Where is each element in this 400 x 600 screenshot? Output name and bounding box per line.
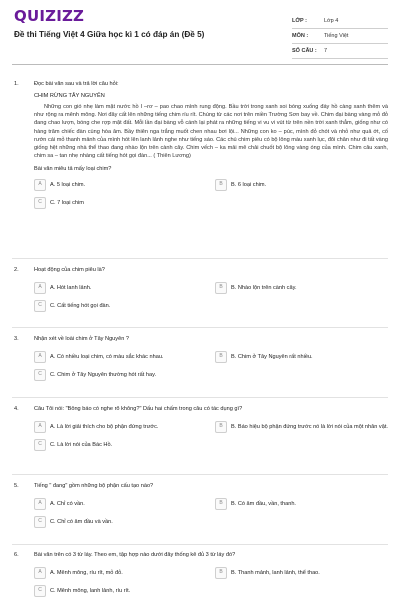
question-divider [12, 327, 388, 328]
meta-key: LỚP : [292, 18, 307, 24]
option-text: A. Hót lanh lảnh. [50, 285, 92, 292]
option-b[interactable] [215, 351, 396, 363]
meta-value: 7 [324, 48, 328, 54]
option-c[interactable] [34, 369, 215, 381]
option-letter: C [34, 439, 46, 451]
question-5 [14, 482, 388, 528]
option-text: C. Chỉ có âm đầu và vần. [50, 519, 113, 526]
meta-table [292, 14, 388, 59]
option-b[interactable] [215, 421, 396, 433]
option-text: A. Mênh mông, ríu rít, mỏ đỏ. [50, 570, 123, 577]
question-number: 2. [14, 267, 19, 273]
question-number: 3. [14, 336, 19, 342]
option-c[interactable] [34, 516, 215, 528]
option-letter: B [215, 179, 227, 191]
meta-row-count [292, 44, 388, 59]
question-number: 5. [14, 483, 19, 489]
document-title: Đề thi Tiếng Việt 4 Giữa học kì 1 có đáp án (Đề 5) [14, 30, 205, 39]
option-c[interactable] [34, 197, 215, 209]
option-a[interactable] [34, 421, 215, 433]
option-c[interactable] [34, 439, 215, 451]
options [34, 282, 388, 312]
passage-title: CHIM RỪNG TÂY NGUYÊN [34, 93, 105, 100]
question-4 [14, 405, 388, 451]
option-a[interactable] [34, 282, 215, 294]
option-text: C. 7 loại chim [50, 200, 84, 207]
option-text: C. Là lời nói của Bác Hồ. [50, 442, 113, 449]
option-b[interactable] [215, 179, 396, 191]
meta-row-subject [292, 29, 388, 44]
option-letter: C [34, 197, 46, 209]
passage-text: Những con gió nhẹ làm mặt nước hồ I –rơ – pao chao mình rung động. Bầu trời trong xanh soi bóng xuống đáy hồ càng xanh thêm và như rộng ra mênh mông. Nơi đây cất lên những tiếng chim ríu rít. Chúng từ các nơi trên miền Trường Sơn bay về. Chim đại bàng vàng mỏ đỏ đang chao lượn, bóng che rợp mặt đất. Mỗi lần đại bàng vỗ cánh lại phát ra những tiếng vi vu vi vút từ trên nền trời xanh thẳm, giống như có hàng trăm chiếc đàn cùng hòa âm. Bầy thiên nga trắng muốt chen nhau bơi lội... Những con ko – púc, mình đỏ chót và nhỏ như quả ớt, cố rướn cái mỏ thanh mảnh của mình hót lên lanh lảnh nghe như tiếng sáo. Các chú chim piêu có bộ lông màu xanh lục, đôi chân như đi tất vàng giống hệt những nhà thể thao đang nhào lộn trên cành cây. Chim vếch – ka mải mê chải chuốt bộ lông vàng óng của mình. Chim câu xanh, chim sa – tan nhẹ nhàng cất tiếng hót gọi đàn... ( Thiên Lương) [34, 104, 388, 159]
question-divider [12, 474, 388, 475]
question-3 [14, 335, 388, 381]
meta-value: Lớp 4 [324, 18, 339, 24]
question-number: 4. [14, 406, 19, 412]
option-text: C. Mênh mông, lanh lảnh, ríu rít. [50, 588, 131, 595]
option-text: A. Có nhiều loại chim, có màu sắc khác nhau. [50, 354, 164, 361]
option-text: A. 5 loại chim. [50, 182, 86, 189]
question-divider [12, 397, 388, 398]
option-letter: C [34, 300, 46, 312]
option-text: B. Báo hiệu bộ phận đứng trước nó là lời nói của một nhân vật. [231, 424, 388, 431]
option-text: B. Thanh mảnh, lanh lảnh, thể thao. [231, 570, 320, 577]
question-divider [12, 258, 388, 259]
question-stem: Tiếng " đang" gồm những bộ phận cấu tạo nào? [34, 483, 154, 489]
option-c[interactable] [34, 585, 215, 597]
option-letter: A [34, 567, 46, 579]
option-text: A. Là lời giải thích cho bộ phận đứng trước. [50, 424, 159, 431]
meta-key: SỐ CÂU : [292, 48, 317, 54]
header [0, 0, 400, 64]
option-letter: A [34, 179, 46, 191]
options [34, 567, 388, 597]
option-letter: B [215, 498, 227, 510]
option-text: A. Chỉ có vần. [50, 501, 85, 508]
option-a[interactable] [34, 351, 215, 363]
option-a[interactable] [34, 498, 215, 510]
option-letter: C [34, 585, 46, 597]
meta-key: MÔN : [292, 33, 309, 39]
option-b[interactable] [215, 498, 396, 510]
option-letter: A [34, 282, 46, 294]
meta-value: Tiếng Việt [324, 33, 349, 39]
question-stem: Đọc bài văn sau và trả lời câu hỏi: [34, 81, 119, 87]
question-number: 1. [14, 81, 19, 87]
option-text: B. Nhào lộn trên cành cây. [231, 285, 297, 292]
question-stem: Câu Tôi nói: "Bông báo có nghe rõ không?" Dấu hai chấm trong câu có tác dụng gì? [34, 406, 243, 412]
option-letter: A [34, 498, 46, 510]
option-letter: B [215, 351, 227, 363]
option-text: C. Chim ở Tây Nguyên thường hót rất hay. [50, 372, 157, 379]
option-letter: C [34, 516, 46, 528]
question-divider [12, 544, 388, 545]
question-stem: Bài văn trên có 3 từ láy. Theo em, tập hợp nào dưới đây thống kê đủ 3 từ láy đó? [34, 552, 236, 558]
option-c[interactable] [34, 300, 215, 312]
option-letter: B [215, 567, 227, 579]
header-divider [12, 64, 388, 65]
meta-row-grade [292, 14, 388, 29]
question-number: 6. [14, 552, 19, 558]
option-text: B. 6 loại chim. [231, 182, 267, 189]
option-a[interactable] [34, 179, 215, 191]
question-2 [14, 266, 388, 312]
option-text: C. Cất tiếng hót gọi đàn. [50, 303, 111, 310]
option-letter: C [34, 369, 46, 381]
option-b[interactable] [215, 282, 396, 294]
quizizz-logo: QUIZIZZ [14, 7, 85, 25]
option-text: B. Có âm đầu, vần, thanh. [231, 501, 296, 508]
option-b[interactable] [215, 567, 396, 579]
question-stem: Hoạt động của chim piêu là? [34, 267, 105, 273]
options [34, 498, 388, 528]
option-letter: A [34, 351, 46, 363]
question-1 [14, 80, 388, 209]
options [34, 351, 388, 381]
option-a[interactable] [34, 567, 215, 579]
options [34, 421, 388, 451]
question-6 [14, 551, 388, 597]
sub-question: Bài văn miêu tả mấy loại chim? [34, 165, 112, 172]
question-stem: Nhận xét về loài chim ở Tây Nguyên ? [34, 336, 129, 342]
options [34, 179, 388, 209]
option-letter: B [215, 282, 227, 294]
option-letter: A [34, 421, 46, 433]
option-text: B. Chim ở Tây Nguyên rất nhiều. [231, 354, 313, 361]
option-letter: B [215, 421, 227, 433]
